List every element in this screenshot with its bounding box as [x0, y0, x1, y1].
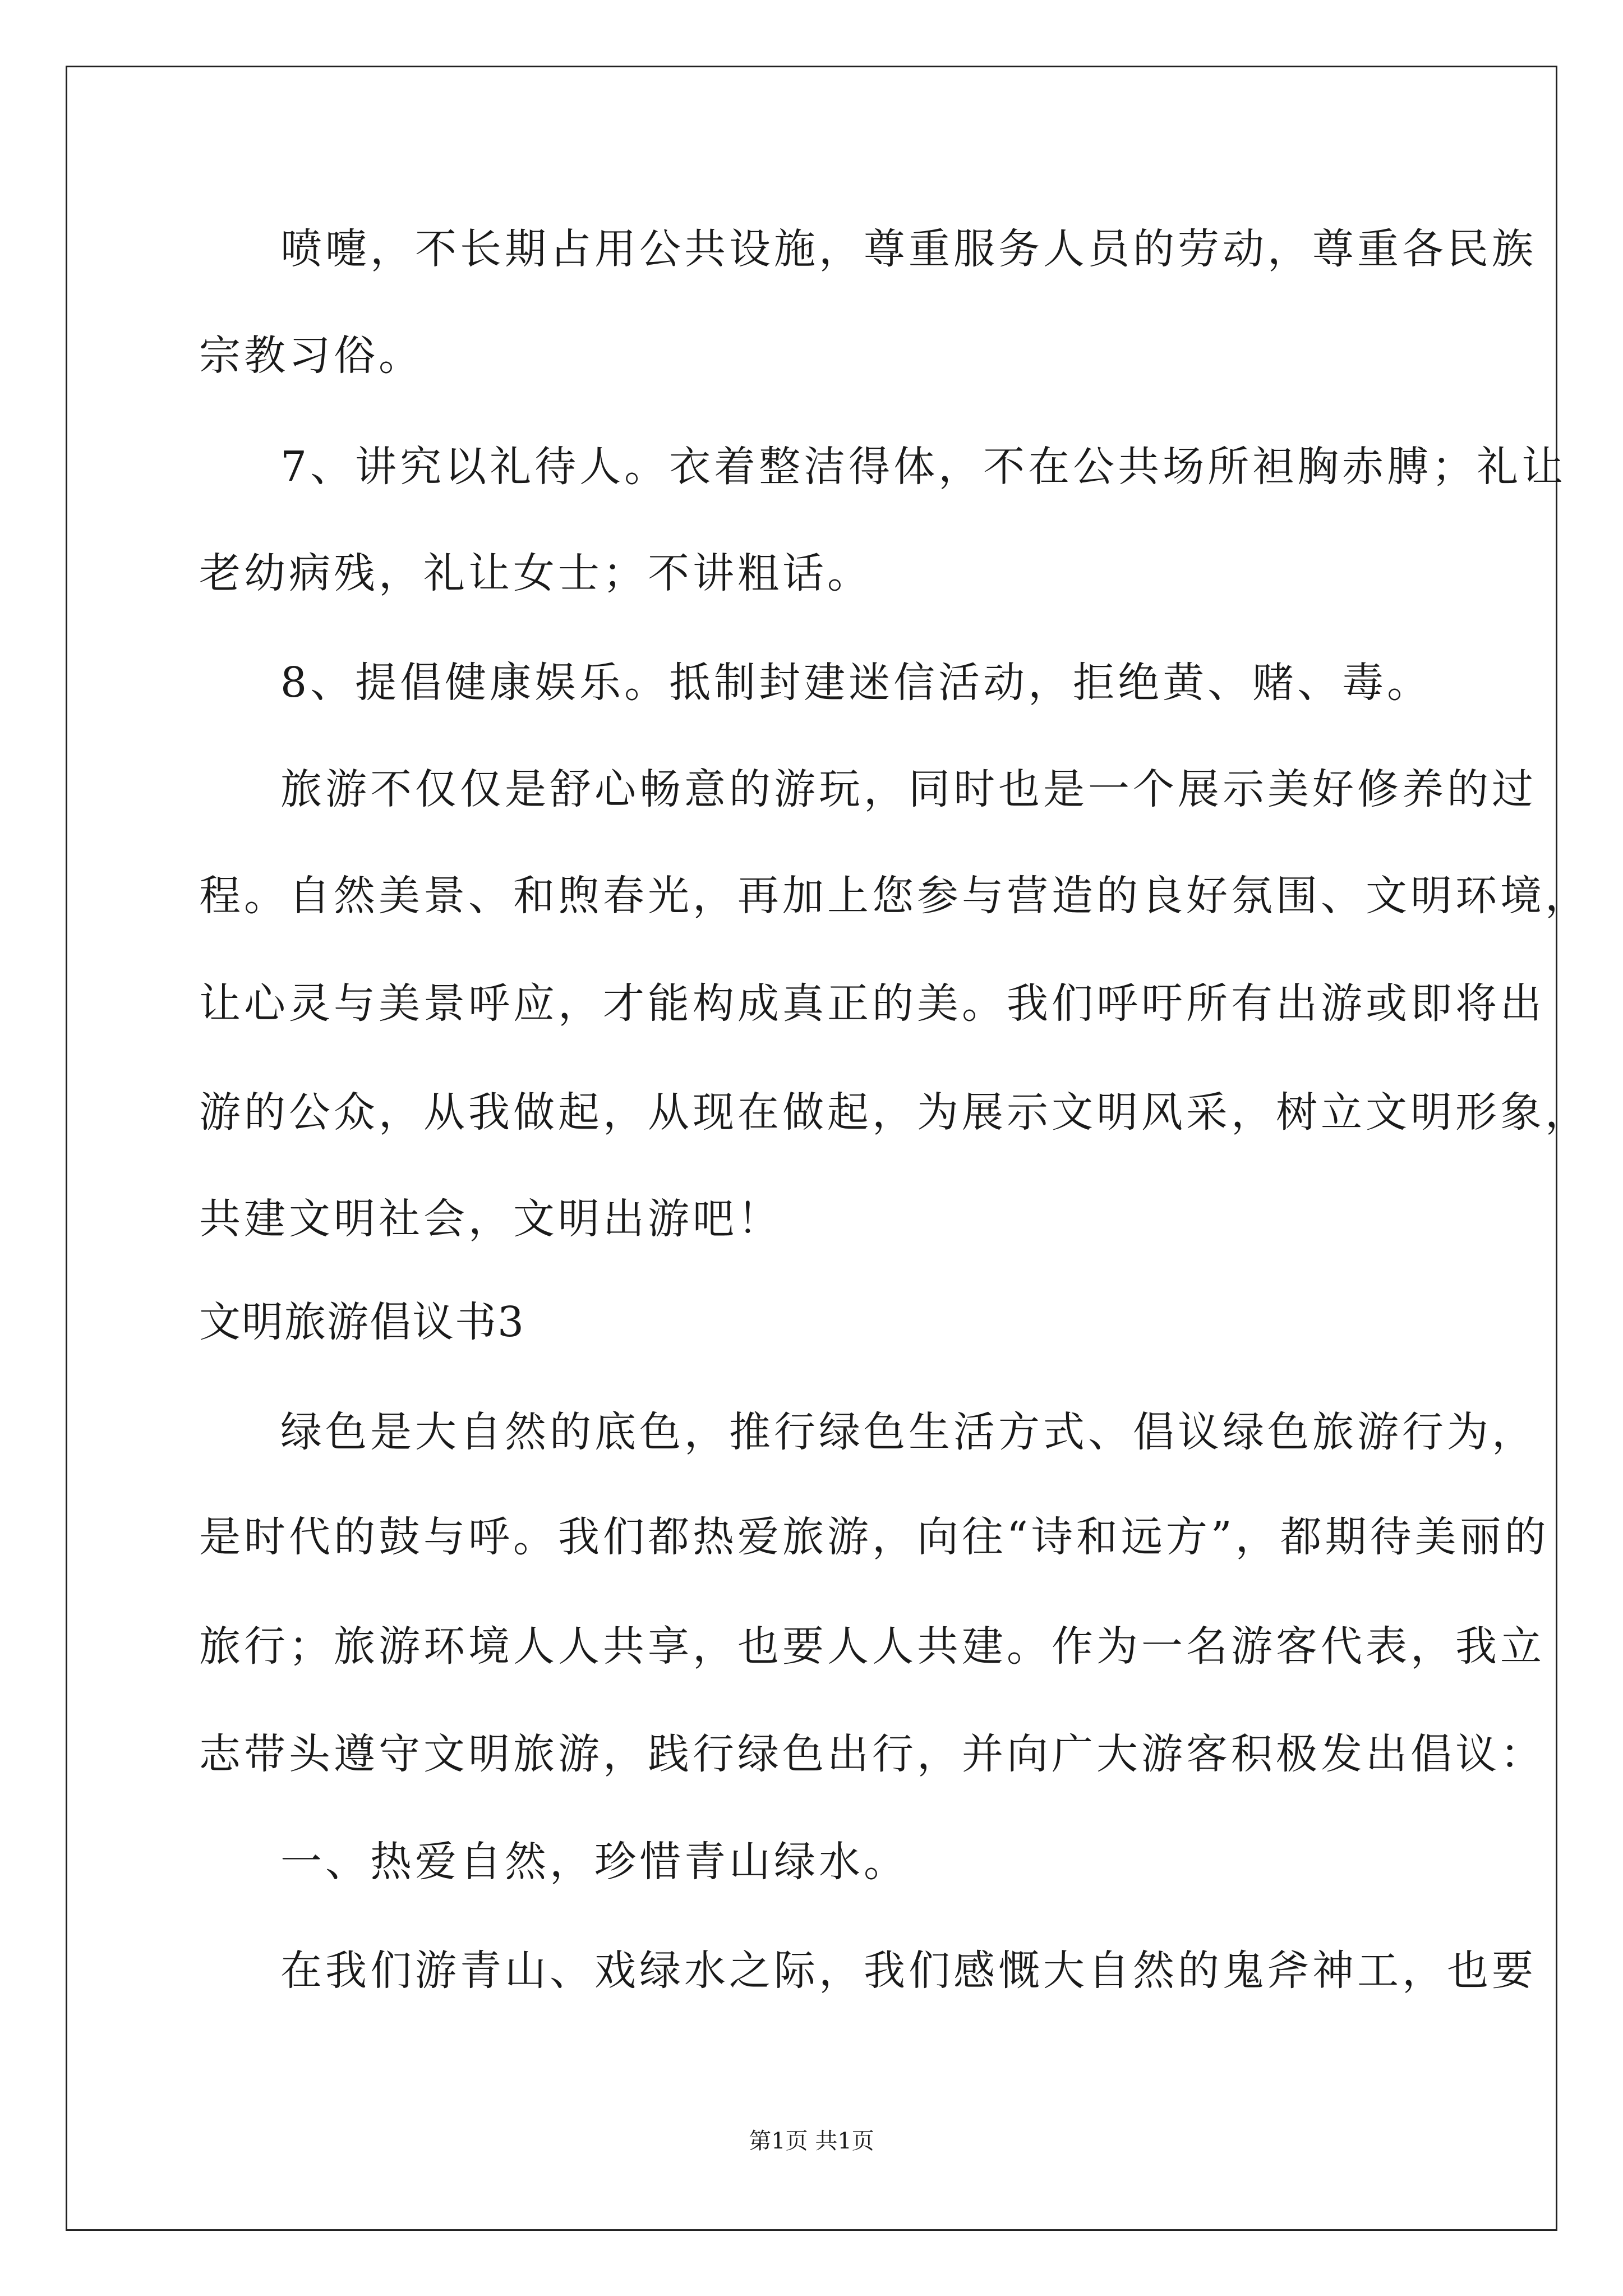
section-heading: 文明旅游倡议书3 — [199, 1298, 525, 1346]
text-line: 绿色是大自然的底色，推行绿色生活方式、倡议绿色旅游行为， — [280, 1408, 1537, 1456]
text-line: 在我们游青山、戏绿水之际，我们感慨大自然的鬼斧神工，也要 — [280, 1947, 1537, 1995]
text-line: 旅游不仅仅是舒心畅意的游玩，同时也是一个展示美好修养的过 — [280, 765, 1537, 813]
text-line: 一、热爱自然，珍惜青山绿水。 — [280, 1838, 909, 1886]
text-line: 让心灵与美景呼应，才能构成真正的美。我们呼吁所有出游或即将出 — [199, 979, 1545, 1028]
text-line: 志带头遵守文明旅游，践行绿色出行，并向广大游客积极发出倡议： — [199, 1730, 1545, 1778]
text-line: 是时代的鼓与呼。我们都热爱旅游，向往“诗和远方”，都期待美丽的 — [199, 1513, 1550, 1561]
text-line: 老幼病残，礼让女士；不讲粗话。 — [199, 549, 872, 597]
page-footer: 第1页 共1页 — [749, 2128, 874, 2154]
text-line: 程。自然美景、和煦春光，再加上您参与营造的良好氛围、文明环境， — [199, 872, 1590, 920]
text-line: 喷嚏，不长期占用公共设施，尊重服务人员的劳动，尊重各民族 — [280, 225, 1537, 273]
text-line: 游的公众，从我做起，从现在做起，为展示文明风采，树立文明形象， — [199, 1088, 1590, 1137]
page-border — [66, 66, 1557, 2231]
text-line: 宗教习俗。 — [199, 332, 423, 380]
text-line: 7、讲究以礼待人。衣着整洁得体，不在公共场所袒胸赤膊；礼让 — [280, 443, 1567, 491]
text-line: 8、提倡健康娱乐。抵制封建迷信活动，拒绝黄、赌、毒。 — [280, 659, 1432, 707]
text-line: 共建文明社会，文明出游吧！ — [199, 1195, 782, 1243]
text-line: 旅行；旅游环境人人共享，也要人人共建。作为一名游客代表，我立 — [199, 1622, 1545, 1671]
